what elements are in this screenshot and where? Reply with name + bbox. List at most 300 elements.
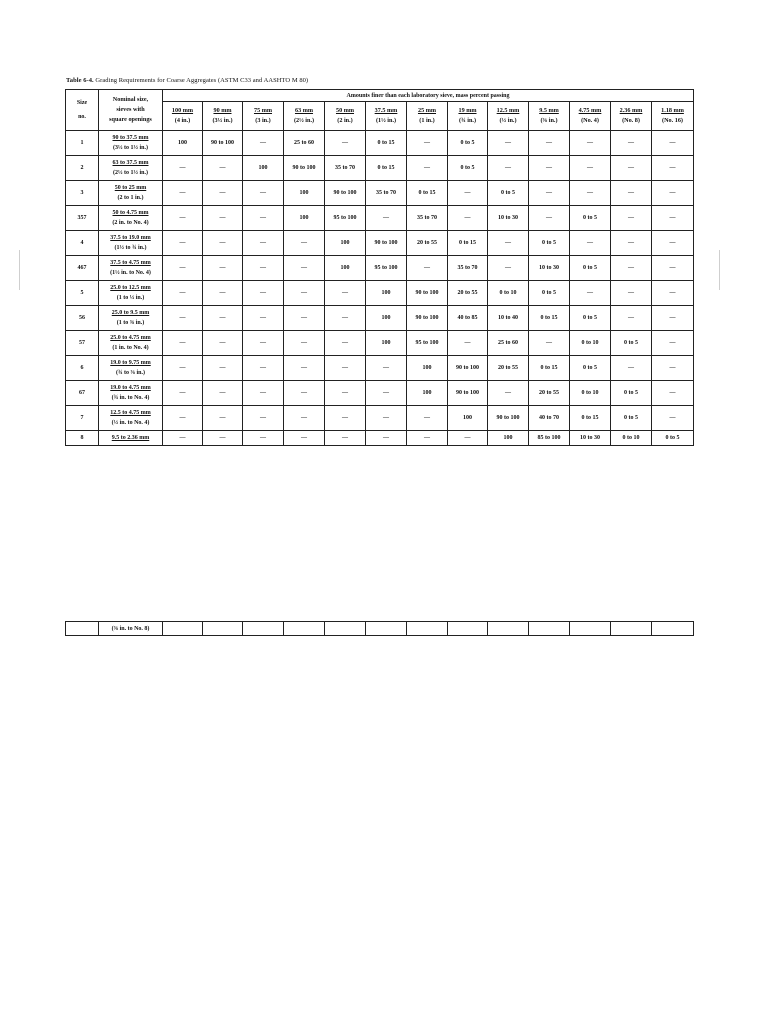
sieve-mm-label: 2.36 mm (619, 107, 643, 114)
empty-cell (488, 622, 529, 636)
passing-value-cell: 0 to 15 (366, 131, 407, 156)
passing-value-cell: 35 to 70 (325, 156, 366, 181)
empty-cell (407, 622, 448, 636)
passing-value-cell: — (163, 156, 203, 181)
passing-value-cell: — (284, 231, 325, 256)
passing-value-cell: 0 to 10 (488, 281, 529, 306)
table-row (66, 406, 694, 431)
passing-value-cell: — (284, 381, 325, 406)
nominal-header-line1: Nominal size, (112, 96, 149, 103)
sieve-header-cell (325, 102, 366, 131)
passing-value-cell: — (366, 356, 407, 381)
nominal-inch-label: (2 in. to No. 4) (112, 220, 149, 226)
nominal-size-cell (99, 181, 163, 206)
passing-value-cell: 90 to 100 (366, 231, 407, 256)
sieve-header-cell (284, 102, 325, 131)
nominal-size-cell (99, 156, 163, 181)
passing-value-cell: — (163, 231, 203, 256)
passing-value-cell: 0 to 5 (611, 381, 652, 406)
nominal-mm-label: 37.5 to 4.75 mm (110, 260, 151, 266)
size-cell: 57 (66, 331, 99, 356)
continuation-nominal-cell: (⅜ in. to No. 8) (99, 622, 163, 636)
nominal-size-cell (99, 431, 163, 446)
empty-cell (570, 622, 611, 636)
sieve-mm-label: 1.18 mm (661, 107, 684, 114)
table-row (66, 181, 694, 206)
right-page-edge (719, 250, 720, 290)
size-header (66, 90, 99, 131)
passing-value-cell: — (243, 181, 284, 206)
passing-value-cell: — (652, 406, 694, 431)
nominal-header-line3: square openings (109, 116, 152, 123)
passing-value-cell: — (163, 181, 203, 206)
passing-value-cell: — (488, 131, 529, 156)
empty-cell (163, 622, 203, 636)
passing-value-cell: — (284, 406, 325, 431)
passing-value-cell: — (325, 406, 366, 431)
sieve-header-cell (163, 102, 203, 131)
passing-value-cell: — (448, 331, 488, 356)
passing-value-cell: 0 to 15 (570, 406, 611, 431)
passing-value-cell: — (611, 356, 652, 381)
passing-value-cell: — (488, 381, 529, 406)
passing-value-cell: 100 (366, 331, 407, 356)
passing-value-cell: 0 to 5 (611, 331, 652, 356)
passing-value-cell: — (407, 131, 448, 156)
table-row (66, 231, 694, 256)
passing-value-cell: — (366, 206, 407, 231)
passing-value-cell: — (366, 431, 407, 446)
passing-value-cell: — (243, 431, 284, 446)
passing-value-cell: 100 (163, 131, 203, 156)
passing-value-cell: 10 to 30 (488, 206, 529, 231)
passing-value-cell: 100 (325, 256, 366, 281)
sieve-inch-label: (1 in.) (419, 117, 435, 124)
sieve-inch-label: (No. 16) (662, 117, 683, 124)
passing-value-cell: — (611, 156, 652, 181)
nominal-mm-label: 50 to 4.75 mm (112, 210, 149, 216)
nominal-inch-label: (2 to 1 in.) (117, 195, 144, 201)
sieve-mm-label: 4.75 mm (578, 107, 602, 114)
sieve-inch-label: (3 in.) (255, 117, 271, 124)
passing-value-cell: — (203, 206, 243, 231)
passing-value-cell: 0 to 15 (448, 231, 488, 256)
passing-value-cell: 90 to 100 (203, 131, 243, 156)
passing-value-cell: 25 to 60 (284, 131, 325, 156)
table-body (66, 131, 694, 446)
sieve-inch-label: (½ in.) (499, 117, 517, 124)
nominal-size-cell (99, 206, 163, 231)
passing-value-cell: — (284, 306, 325, 331)
passing-value-cell: — (163, 381, 203, 406)
passing-value-cell: — (203, 406, 243, 431)
passing-value-cell: — (325, 356, 366, 381)
passing-value-cell: — (325, 306, 366, 331)
passing-value-cell: — (203, 331, 243, 356)
passing-value-cell: 0 to 5 (652, 431, 694, 446)
passing-value-cell: 0 to 10 (570, 331, 611, 356)
caption-label: Table 6-4. (66, 77, 94, 84)
passing-value-cell: — (203, 256, 243, 281)
passing-value-cell: 95 to 100 (325, 206, 366, 231)
passing-value-cell: 10 to 30 (529, 256, 570, 281)
passing-value-cell: 0 to 5 (448, 131, 488, 156)
passing-value-cell: — (611, 306, 652, 331)
empty-cell (243, 622, 284, 636)
empty-cell (529, 622, 570, 636)
passing-value-cell: 0 to 15 (407, 181, 448, 206)
table-row (66, 131, 694, 156)
sieve-mm-label: 9.5 mm (539, 107, 559, 114)
sieve-header-cell (407, 102, 448, 131)
table-row (66, 306, 694, 331)
nominal-size-cell (99, 131, 163, 156)
passing-value-cell: 25 to 60 (488, 331, 529, 356)
grading-table (65, 89, 694, 446)
sieve-inch-label: (4 in.) (174, 117, 191, 124)
passing-value-cell: 90 to 100 (284, 156, 325, 181)
passing-value-cell: — (448, 181, 488, 206)
passing-value-cell: — (284, 431, 325, 446)
passing-value-cell: 0 to 5 (611, 406, 652, 431)
sieve-mm-label: 37.5 mm (374, 107, 398, 114)
passing-value-cell: — (325, 431, 366, 446)
passing-value-cell: — (243, 356, 284, 381)
nominal-inch-label: (¾ to ⅜ in.) (116, 370, 145, 376)
passing-value-cell: — (284, 331, 325, 356)
passing-value-cell: — (529, 181, 570, 206)
size-cell: 7 (66, 406, 99, 431)
passing-value-cell: 100 (407, 381, 448, 406)
passing-value-cell: — (163, 431, 203, 446)
nominal-size-cell (99, 231, 163, 256)
passing-value-cell: — (448, 431, 488, 446)
nominal-mm-label: 19.0 to 9.75 mm (110, 360, 151, 366)
passing-value-cell: — (570, 231, 611, 256)
passing-value-cell: — (652, 231, 694, 256)
size-cell: 8 (66, 431, 99, 446)
passing-value-cell: — (243, 281, 284, 306)
nominal-inch-label: (1 to ½ in.) (116, 295, 145, 301)
sieve-inch-label: (No. 4) (581, 117, 599, 124)
size-cell: 67 (66, 381, 99, 406)
passing-value-cell: — (163, 406, 203, 431)
nominal-inch-label: (¾ in. to No. 4) (111, 395, 150, 401)
passing-value-cell: — (203, 356, 243, 381)
passing-value-cell: — (163, 206, 203, 231)
table-row (66, 281, 694, 306)
nominal-inch-label: (1 in. to No. 4) (112, 345, 149, 351)
passing-value-cell: 0 to 15 (529, 306, 570, 331)
passing-value-cell: — (366, 406, 407, 431)
sieve-mm-label: 50 mm (335, 107, 355, 114)
size-cell: 2 (66, 156, 99, 181)
passing-value-cell: 95 to 100 (366, 256, 407, 281)
nominal-size-cell (99, 406, 163, 431)
table-row (66, 331, 694, 356)
passing-value-cell: — (652, 381, 694, 406)
sieve-header-cell (488, 102, 529, 131)
table-row (66, 381, 694, 406)
passing-value-cell: — (570, 281, 611, 306)
passing-value-cell: 100 (325, 231, 366, 256)
nominal-mm-label: 63 to 37.5 mm (112, 160, 149, 166)
passing-value-cell: 0 to 5 (570, 356, 611, 381)
nominal-size-header (99, 90, 163, 131)
sieve-mm-label: 75 mm (253, 107, 273, 114)
passing-value-cell: 0 to 5 (529, 231, 570, 256)
passing-value-cell: — (652, 356, 694, 381)
passing-value-cell: — (284, 356, 325, 381)
passing-value-cell: 100 (284, 206, 325, 231)
passing-value-cell: 100 (243, 156, 284, 181)
passing-value-cell: 100 (407, 356, 448, 381)
passing-value-cell: — (652, 156, 694, 181)
passing-value-cell: 0 to 5 (570, 206, 611, 231)
passing-value-cell: — (366, 381, 407, 406)
table-row (66, 156, 694, 181)
passing-value-cell: — (203, 156, 243, 181)
nominal-mm-label: 19.0 to 4.75 mm (110, 385, 151, 391)
empty-cell (448, 622, 488, 636)
passing-value-cell: 90 to 100 (488, 406, 529, 431)
passing-value-cell: — (488, 156, 529, 181)
passing-value-cell: — (611, 131, 652, 156)
passing-value-cell: — (448, 206, 488, 231)
passing-value-cell: 100 (488, 431, 529, 446)
passing-value-cell: 90 to 100 (407, 281, 448, 306)
sieve-inch-label: (⅜ in.) (540, 117, 558, 124)
continuation-row (66, 622, 694, 636)
passing-value-cell: 90 to 100 (448, 356, 488, 381)
size-cell: 3 (66, 181, 99, 206)
sieve-header-cell (366, 102, 407, 131)
passing-value-cell: 0 to 5 (570, 256, 611, 281)
passing-value-cell: 90 to 100 (407, 306, 448, 331)
passing-value-cell: — (203, 231, 243, 256)
sieve-inch-label: (2 in.) (337, 117, 353, 124)
passing-value-cell: 35 to 70 (407, 206, 448, 231)
passing-value-cell: — (163, 331, 203, 356)
passing-value-cell: 90 to 100 (325, 181, 366, 206)
nominal-size-cell (99, 281, 163, 306)
size-cell: 357 (66, 206, 99, 231)
table-caption (66, 77, 308, 84)
caption-text: Grading Requirements for Coarse Aggregates (ASTM C33 and AASHTO M 80) (93, 77, 309, 84)
passing-value-cell: — (488, 256, 529, 281)
passing-value-cell: — (203, 381, 243, 406)
size-cell: 56 (66, 306, 99, 331)
nominal-mm-label: 12.5 to 4.75 mm (110, 410, 151, 416)
nominal-inch-label: (1 to ⅜ in.) (116, 320, 145, 326)
nominal-size-cell (99, 356, 163, 381)
nominal-mm-label: 50 to 25 mm (114, 185, 147, 191)
size-cell: 1 (66, 131, 99, 156)
passing-value-cell: 90 to 100 (448, 381, 488, 406)
empty-cell (652, 622, 694, 636)
passing-value-cell: — (163, 306, 203, 331)
sieve-header-cell (203, 102, 243, 131)
passing-value-cell: 20 to 55 (448, 281, 488, 306)
passing-value-cell: — (243, 206, 284, 231)
passing-value-cell: — (243, 131, 284, 156)
passing-value-cell: 0 to 5 (488, 181, 529, 206)
passing-value-cell: — (203, 306, 243, 331)
passing-value-cell: 10 to 40 (488, 306, 529, 331)
passing-value-cell: 0 to 5 (570, 306, 611, 331)
passing-value-cell: — (529, 156, 570, 181)
passing-value-cell: — (611, 206, 652, 231)
passing-value-cell: 40 to 85 (448, 306, 488, 331)
passing-value-cell: — (203, 181, 243, 206)
sieve-mm-label: 63 mm (294, 107, 314, 114)
passing-value-cell: — (529, 331, 570, 356)
passing-value-cell: — (163, 356, 203, 381)
size-header-line2: no. (78, 114, 86, 120)
nominal-inch-label: (1½ in. to No. 4) (110, 270, 151, 276)
passing-value-cell: — (652, 131, 694, 156)
nominal-size-cell (99, 306, 163, 331)
passing-value-cell: — (529, 131, 570, 156)
table-row (66, 431, 694, 446)
passing-value-cell: 20 to 55 (488, 356, 529, 381)
nominal-mm-label: 90 to 37.5 mm (112, 135, 149, 141)
passing-value-cell: 20 to 55 (529, 381, 570, 406)
passing-value-cell: — (611, 231, 652, 256)
passing-value-cell: — (611, 281, 652, 306)
sieve-header-cell (611, 102, 652, 131)
sieve-mm-label: 19 mm (458, 107, 477, 114)
passing-value-cell: — (243, 331, 284, 356)
passing-value-cell: — (570, 156, 611, 181)
passing-value-cell: 40 to 70 (529, 406, 570, 431)
passing-value-cell: 100 (366, 306, 407, 331)
sieve-inch-label: (No. 8) (622, 117, 640, 124)
size-header-line1: Size (76, 100, 88, 106)
nominal-inch-label: (2½ to 1½ in.) (113, 170, 148, 176)
passing-value-cell: 0 to 15 (366, 156, 407, 181)
nominal-size-cell (99, 381, 163, 406)
passing-value-cell: — (203, 281, 243, 306)
passing-value-cell: 0 to 15 (529, 356, 570, 381)
passing-value-cell: 35 to 70 (448, 256, 488, 281)
passing-value-cell: — (243, 231, 284, 256)
left-page-edge (19, 250, 20, 290)
sieve-mm-label: 12.5 mm (496, 107, 520, 114)
passing-value-cell: — (325, 381, 366, 406)
passing-value-cell: — (243, 381, 284, 406)
passing-value-cell: — (407, 406, 448, 431)
passing-value-cell: 35 to 70 (366, 181, 407, 206)
passing-value-cell: — (243, 406, 284, 431)
sieve-header-cell (243, 102, 284, 131)
empty-cell (611, 622, 652, 636)
nominal-mm-label: 9.5 to 2.36 mm (111, 435, 150, 441)
passing-value-cell: — (611, 181, 652, 206)
passing-value-cell: 0 to 5 (448, 156, 488, 181)
table-row (66, 256, 694, 281)
sieve-inch-label: (3½ in.) (212, 117, 233, 124)
continuation-size-cell (66, 622, 99, 636)
passing-value-cell: 20 to 55 (407, 231, 448, 256)
passing-value-cell: 95 to 100 (407, 331, 448, 356)
passing-value-cell: 100 (284, 181, 325, 206)
sieve-header-cell (448, 102, 488, 131)
passing-value-cell: — (163, 256, 203, 281)
passing-value-cell: — (652, 281, 694, 306)
passing-value-cell: — (570, 131, 611, 156)
nominal-mm-label: 25.0 to 12.5 mm (110, 285, 151, 291)
size-cell: 5 (66, 281, 99, 306)
passing-value-cell: — (163, 281, 203, 306)
size-cell: 6 (66, 356, 99, 381)
sieve-mm-label: 100 mm (171, 107, 194, 114)
passing-value-cell: — (488, 231, 529, 256)
sieve-header-cell (652, 102, 694, 131)
empty-cell (284, 622, 325, 636)
nominal-mm-label: 37.5 to 19.0 mm (110, 235, 151, 241)
continuation-table (65, 621, 694, 636)
passing-value-cell: — (652, 306, 694, 331)
sieve-mm-label: 25 mm (417, 107, 437, 114)
empty-cell (366, 622, 407, 636)
table-row (66, 356, 694, 381)
passing-value-cell: — (652, 256, 694, 281)
nominal-inch-label: (1½ to ¾ in.) (114, 245, 147, 251)
sieve-inch-label: (1½ in.) (375, 117, 397, 124)
passing-value-cell: — (407, 431, 448, 446)
empty-cell (325, 622, 366, 636)
passing-value-cell: — (325, 281, 366, 306)
nominal-mm-label: 25.0 to 4.75 mm (110, 335, 151, 341)
passing-value-cell: — (243, 256, 284, 281)
passing-value-cell: 100 (366, 281, 407, 306)
nominal-inch-label: (3½ to 1½ in.) (113, 145, 148, 151)
passing-span-header: Amounts finer than each laboratory sieve, mass percent passing (163, 90, 694, 102)
passing-value-cell: — (284, 256, 325, 281)
passing-value-cell: — (529, 206, 570, 231)
empty-cell (203, 622, 243, 636)
passing-value-cell: — (652, 331, 694, 356)
passing-value-cell: — (325, 331, 366, 356)
passing-value-cell: 0 to 10 (570, 381, 611, 406)
passing-value-cell: — (570, 181, 611, 206)
passing-value-cell: — (203, 431, 243, 446)
passing-value-cell: — (243, 306, 284, 331)
passing-value-cell: 100 (448, 406, 488, 431)
sieve-inch-label: (2½ in.) (293, 117, 315, 124)
table-row (66, 206, 694, 231)
nominal-inch-label: (½ in. to No. 4) (111, 420, 150, 426)
nominal-mm-label: 25.0 to 9.5 mm (111, 310, 150, 316)
passing-value-cell: 0 to 5 (529, 281, 570, 306)
passing-value-cell: — (611, 256, 652, 281)
passing-value-cell: — (652, 206, 694, 231)
sieve-mm-label: 90 mm (213, 107, 232, 114)
passing-value-cell: — (325, 131, 366, 156)
nominal-header-line2: sieves with (116, 106, 145, 113)
passing-value-cell: — (652, 181, 694, 206)
sieve-inch-label: (¾ in.) (458, 117, 476, 124)
passing-value-cell: 10 to 30 (570, 431, 611, 446)
size-cell: 4 (66, 231, 99, 256)
passing-value-cell: — (284, 281, 325, 306)
sieve-header-cell (529, 102, 570, 131)
nominal-size-cell (99, 331, 163, 356)
sieve-header-cell (570, 102, 611, 131)
passing-value-cell: 85 to 100 (529, 431, 570, 446)
nominal-size-cell (99, 256, 163, 281)
